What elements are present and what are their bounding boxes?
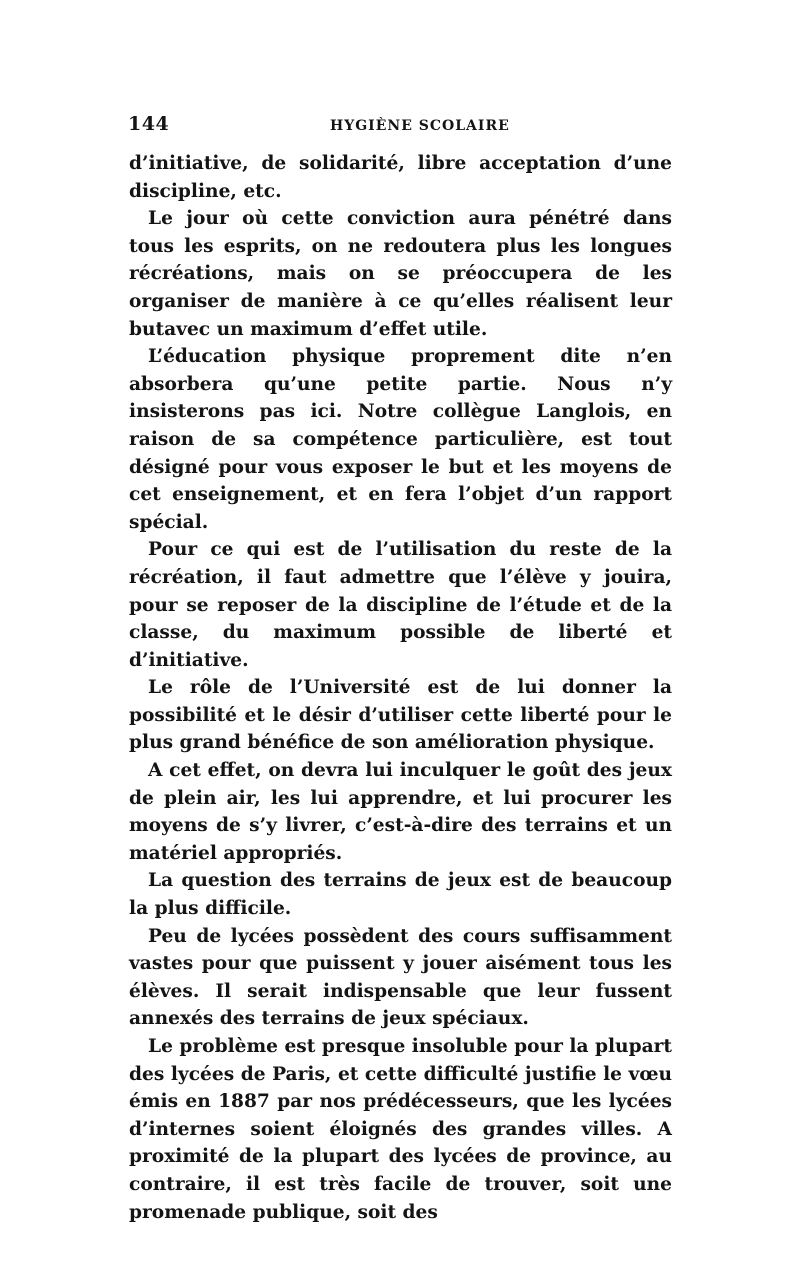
paragraph: La question des terrains de jeux est de beaucoup la plus difficile.: [129, 870, 672, 920]
paragraph: d’initiative, de solidarité, libre acceptation d’une discipline, etc.: [129, 153, 672, 202]
paragraph: L’éducation physique proprement dite n’en absorbera qu’une petite partie. Nous n’y insisterons pas ici. Notre collègue Langlois, en raison de sa compétence particulière, est tout désigné pour vous exposer le but et les moyens de cet enseignement, et en fera l’objet d’un rapport spécial.: [129, 346, 672, 533]
page-header: [128, 113, 672, 143]
paragraph: A cet effet, on devra lui inculquer le goût des jeux de plein air, les lui apprendre, et lui procurer les moyens de s’y livrer, c’est-à-dire des terrains et un matériel appropriés.: [129, 760, 672, 864]
paragraph: Le problème est presque insoluble pour la plupart des lycées de Paris, et cette difficulté justifie le vœu émis en 1887 par nos prédécesseurs, que les lycées d’internes soient éloignés des grandes villes. A proximité de la plupart des lycées de province, au contraire, il est très facile de trouver, soit une promenade publique, soit des: [129, 1036, 672, 1223]
paragraph: Peu de lycées possèdent des cours suffisamment vastes pour que puissent y jouer aisément tous les élèves. Il serait indispensable que leur fussent annexés des terrains de jeux spéciaux.: [129, 925, 672, 1030]
body-text: [129, 150, 672, 1226]
paragraph: Le rôle de l’Université est de lui donner la possibilité et le désir d’utiliser cette liberté pour le plus grand bénéfice de son amélioration physique.: [129, 677, 672, 754]
page-number: 144: [128, 113, 170, 135]
paragraph: Pour ce qui est de l’utilisation du reste de la récréation, il faut admettre que l’élève y jouira, pour se reposer de la discipline de l’étude et de la classe, du maximum possible de liberté et d’initiative.: [129, 539, 672, 671]
running-head: HYGIÈNE SCOLAIRE: [330, 118, 510, 134]
paragraph: Le jour où cette conviction aura pénétré dans tous les esprits, on ne redoutera plus les longues récréations, mais on se préoccupera de les organiser de manière à ce qu’elles réalisent leur butavec un maximum d’effet utile.: [129, 208, 672, 340]
